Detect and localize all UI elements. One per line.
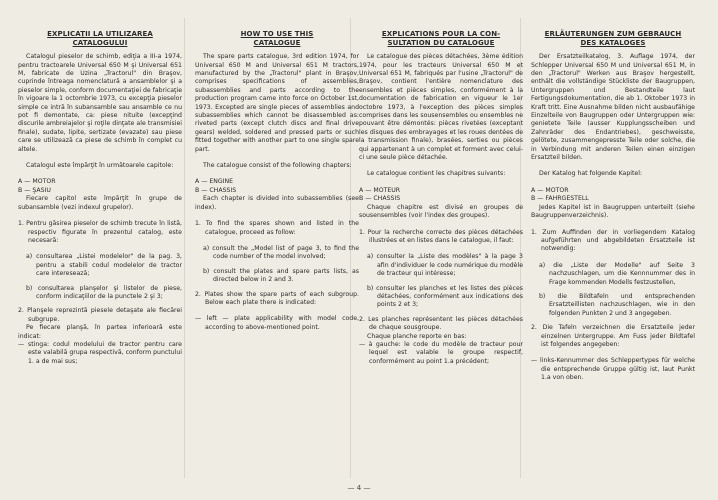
- chapter-b: B — ŞASIU: [18, 186, 51, 194]
- column-heading: [359, 30, 523, 47]
- chapter-a: A — MOTOR: [531, 186, 569, 194]
- chapter-note: Jedes Kapitel ist in Baugruppen unterteilt (siehe Baugruppenverzeichnis).: [531, 203, 695, 220]
- step-2-note: Pe fiecare planşă, în partea inferioară este indicat:: [18, 324, 182, 340]
- step-1a: a) consulter la „Liste des modèles" à la page 3 afin d'individuer le code numérique du modèle de tracteur qui intéresse;: [367, 253, 523, 278]
- step-2-left: — links-Kennummer des Schleppertypes für welche die entsprechende Gruppe gültig ist, laut Punkt 1.a von oben.: [531, 357, 695, 382]
- intro-paragraph: Le catalogue des pièces détachées, 3ème édition 1974, pour les tracteurs Universal 650 M et Universal 651 M, fabriqués par l'usine „Tractorul" de Braşov, contient l'entière nomenclature des ensembles et pièces simples, conformément à la documentation de fabrication en vigueur le 1er octobre 1973, à l'exception des pièces simples comprises dans les sousensembles ou ensembles ne pouvant être démontés: pièces rivetées (exceptant les disques des embrayages et les roues dentées de la transmission finale), brasées, serties ou pièces qui appartenant à un complet et forment avec celui-ci une seule pièce détachée.: [359, 53, 523, 162]
- step-1: 1. Pentru găsirea pieselor de schimb trecute în listă, respectiv figurate în prezentul catalog, este necesară:: [18, 220, 182, 244]
- column-divider: [184, 18, 185, 478]
- heading-line-2: CATALOGULUI: [72, 38, 128, 47]
- column-romanian: [18, 30, 182, 374]
- page-number: — 4 —: [347, 484, 371, 492]
- intro-paragraph: Catalogul pieselor de schimb, ediţia a III-a 1974, pentru tractoarele Universal 650 M şi Universal 651 M, fabricate de Uzina „Tractorul" din Braşov, cuprinde întreaga nomenclatură a ansamblelor şi a pieselor simple, conform documentaţiei de fabricaţie în vigoare la 1 octombrie 1973, cu excepţia pieselor simple ce intră în subansamble sau ansamble ce nu pot fi demontate, ca: piese nituite (excepţind discurile ambreiajelor şi roţile dinţate ale transmisiei finale), sudate, lipite, sertizate (evazate) sau piese care se utilizează ca piese de schimb în complet cu altele.: [18, 53, 183, 153]
- heading-line-2: CATALOGUE: [253, 38, 301, 47]
- intro-paragraph: Der Ersatzteilkatalog, 3. Auflage 1974, der Schlepper Universal 650 M und Universal 651 M, in den „Tractorul" Werken aus Braşov hergestellt, enthält die vollständige Stückliste der Baugruppen, Untergruppen und Bestandteile laut Fertigungsdokumentation, die ab 1. Oktober 1973 in Kraft tritt. Eine Ausnahme bilden nicht ausbaufähige Einzelteile von Baugruppen oder Untergruppen wie: genietete Teile (ausser Kupplungsscheiben und Zahnräder des Endantriebes), geschweisste, gelötete, zusammengepresste Teile oder solche, die in Verbindung mit anderen Teilen einen einzigen Ersatzteil bilden.: [531, 53, 695, 162]
- heading-line-1: EXPLICATIONS POUR LA CON-: [381, 30, 501, 38]
- heading-line-2: DES KATALOGES: [580, 38, 646, 47]
- chapter-a: A — MOTEUR: [359, 186, 401, 194]
- step-1a: a) die „Liste der Modelle" auf Seite 3 nachzuschlagen, um die Kennnummer des in Frage kommenden Modells festzustellen,: [539, 261, 695, 286]
- heading-line-2: SULTATION DU CATALOGUE: [387, 38, 495, 47]
- intro-paragraph: The spare parts catalogue, 3rd edition 1974, for Universal 650 M and Universal 651 M tractors, manufactured by the „Tractorul" plant in Braşov, comprises specifications of assemblies, subassemblies and parts according to the production program came into force on October 1st, 1973. Excepted are single pieces of assemblies and subassemblies which cannot be disassembled as: riveted parts (except clutch discs and final drive gears) welded, soldered and pressed parts or such fitted together with another part to one single spare part.: [195, 53, 359, 153]
- column-heading: [531, 30, 695, 47]
- column-heading: [18, 30, 182, 47]
- step-1: 1. To find the spares shown and listed in the catalogue, proceed as follow:: [195, 220, 359, 236]
- chapters-intro: The catalogue consist of the following chapters:: [203, 162, 352, 170]
- chapters-intro: Der Katalog hat folgende Kapitel:: [539, 170, 643, 178]
- chapters-intro: Le catalogue contient les chapitres suivants:: [367, 170, 506, 178]
- column-french: [359, 30, 523, 374]
- heading-line-1: HOW TO USE THIS: [240, 30, 314, 38]
- step-1b: b) consult the plates and spare parts lists, as directed below in 2 and 3.: [203, 267, 359, 284]
- step-1a: a) consult the „Model list of page 3, to find the code number of the model involved;: [203, 244, 359, 261]
- step-1b: b) consultarea planşelor şi listelor de piese, conform indicaţiilor de la punctele 2 şi 3;: [26, 284, 182, 300]
- chapter-note: Fiecare capitol este împărţit în grupe de subansamble (vezi indexul grupelor).: [18, 195, 182, 211]
- chapter-note: Chaque chapitre est divisé en groupes de sousensembles (voir l'index des groupes).: [359, 203, 523, 220]
- step-1b: b) die Bildtafeln und entsprechenden Ersatzteillisten nachzuschlagen, wie in den folgenden Punkten 2 und 3 angegeben.: [539, 292, 695, 317]
- step-1: 1. Zum Auffinden der in vorliegendem Katalog aufgeführten und abgebildeten Ersatzteile ist notwendig:: [531, 228, 695, 253]
- chapter-note: Each chapter is divided into subassemblies (see index).: [195, 195, 359, 211]
- heading-line-1: ERLÄUTERUNGEN ZUM GEBRAUCH: [544, 30, 682, 38]
- chapter-b: B — CHASSIS: [195, 186, 237, 194]
- heading-line-1: EXPLICAŢII LA UTILIZAREA: [47, 30, 153, 38]
- column-german: [531, 30, 695, 391]
- step-2-left: — à gauche: le code du modèle de tracteur pour lequel est valable le groupe respectif, conformément au point 1.a précédent;: [359, 340, 523, 365]
- step-2: 2. Die Tafeln verzeichnen die Ersatzteile jeder einzelnen Untergruppe. Am Fuss jeder Bildtafel ist folgendes angegeben:: [531, 324, 695, 348]
- step-2: 2. Planşele reprezintă piesele detaşate ale fiecărei subgrupe.: [18, 307, 182, 323]
- step-1b: b) consulter les planches et les listes des pièces détachées, conformément aux indications des points 2 et 3;: [367, 284, 523, 309]
- step-1a: a) consultarea „Listei modelelor" de la pag. 3, pentru a stabili codul modelelor de tractor care interesează;: [26, 253, 182, 278]
- column-english: [195, 30, 359, 340]
- step-1: 1. Pour la recherche correcte des pièces détachées illustrées et en listes dans le catalogue, il faut:: [359, 228, 523, 244]
- step-2-note: Chaque planche reporte en bas:: [367, 332, 467, 340]
- step-2: 2. Plates show the spare parts of each subgroup. Below each plate there is indicated:: [195, 290, 359, 306]
- chapters-intro: Catalogul este împărţit în următoarele capitole:: [26, 162, 174, 170]
- column-heading: [195, 30, 359, 47]
- chapter-a: A — MOTOR: [18, 178, 56, 186]
- chapter-a: A — ENGINE: [195, 178, 234, 186]
- step-2-left: — stinga: codul modelului de tractor pentru care este valabilă grupa respectivă, conform punctului 1. a de mai sus;: [18, 340, 182, 365]
- chapter-b: B — FAHRGESTELL: [531, 195, 589, 203]
- chapter-b: B — CHASSIS: [359, 195, 401, 203]
- step-2: 2. Les planches représentent les pièces détachées de chaque sousgroupe.: [359, 315, 523, 332]
- step-2-left: — left — plate applicability with model code, according to above-mentioned point.: [195, 315, 359, 331]
